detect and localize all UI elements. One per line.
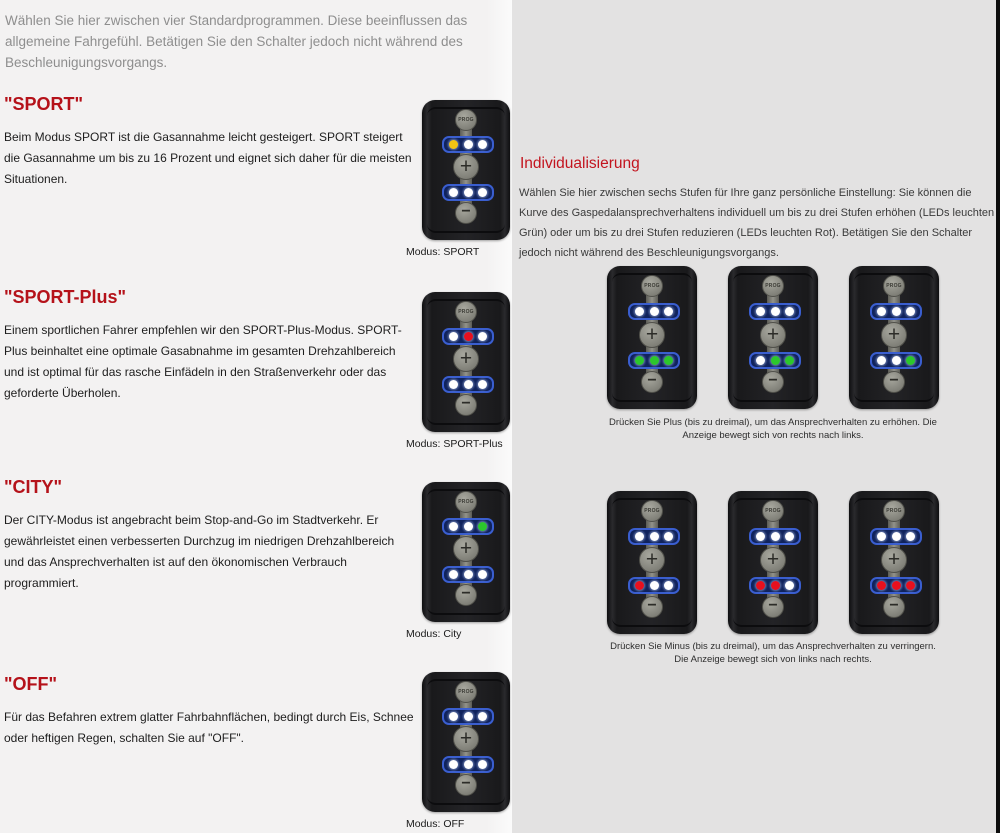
caption-minus-row: Drücken Sie Minus (bis zu dreimal), um das Ansprechverhalten zu verringern. Die Anzeige bewegt sich von links nach rechts. xyxy=(610,641,936,665)
figure-city xyxy=(406,482,512,640)
led-white xyxy=(464,760,473,769)
led-green xyxy=(785,356,794,365)
led-white xyxy=(478,188,487,197)
heading-off: "OFF" xyxy=(4,674,58,694)
heading-sport-plus: "SPORT-Plus" xyxy=(4,287,127,307)
led-red xyxy=(892,581,901,590)
led-red xyxy=(635,581,644,590)
plus-button: + xyxy=(881,547,907,573)
led-bar-top xyxy=(749,528,801,545)
minus-button: − xyxy=(762,371,784,393)
led-white xyxy=(449,188,458,197)
led-bar-top xyxy=(628,528,680,545)
led-bar-top xyxy=(870,528,922,545)
led-white xyxy=(650,581,659,590)
body-city: Der CITY-Modus ist angebracht beim Stop-and-Go im Stadtverkehr. Er gewährleistet einen verbesserten Durchzug im niedrigen Drehzahlbereich und das Ansprechverhalten ist auf den ökonomischen Verbrauch programmiert. xyxy=(4,513,395,590)
led-bar-bottom xyxy=(628,577,680,594)
led-white xyxy=(877,356,886,365)
body-off: Für das Befahren extrem glatter Fahrbahnflächen, bedingt durch Eis, Schnee oder heftigen Regen, schalten Sie auf "OFF". xyxy=(4,710,414,745)
minus-button: − xyxy=(455,584,477,606)
led-white xyxy=(478,380,487,389)
minus-button: − xyxy=(883,596,905,618)
intro-text: Wählen Sie hier zwischen vier Standardprogrammen. Diese beeinflussen das allgemeine Fahrgefühl. Betätigen Sie den Schalter jedoch nicht während des Beschleunigungsvorgangs. xyxy=(5,13,468,70)
led-white xyxy=(892,307,901,316)
pedalbox-remote-sport-plus xyxy=(422,292,510,432)
caption-city: Modus: City xyxy=(406,628,462,640)
led-white xyxy=(650,532,659,541)
led-white xyxy=(771,532,780,541)
body-sport-plus: Einem sportlichen Fahrer empfehlen wir den SPORT-Plus-Modus. SPORT-Plus beinhaltet eine optimale Gasabnahme im gesamten Drehzahlbereich und ist optimal für das rasche Einfädeln in den Straßenverkehr oder das geforderte Überholen. xyxy=(4,323,402,400)
led-white xyxy=(892,356,901,365)
led-bar-top xyxy=(442,518,494,535)
individualisierung-panel xyxy=(512,0,996,833)
led-white xyxy=(906,307,915,316)
led-bar-bottom xyxy=(870,352,922,369)
pedalbox-remote-minus-1 xyxy=(607,491,697,634)
plus-button: + xyxy=(453,154,479,180)
led-green xyxy=(771,356,780,365)
minus-button: − xyxy=(883,371,905,393)
pedalbox-remote-minus-3 xyxy=(849,491,939,634)
plus-device-row xyxy=(607,266,939,409)
minus-device-row xyxy=(607,491,939,634)
led-white xyxy=(906,532,915,541)
led-white xyxy=(892,532,901,541)
led-white xyxy=(771,307,780,316)
led-white xyxy=(756,307,765,316)
plus-button: + xyxy=(453,536,479,562)
led-bar-bottom xyxy=(442,756,494,773)
prog-button: PROG xyxy=(641,500,663,522)
figure-sport xyxy=(406,100,512,258)
minus-button: − xyxy=(641,371,663,393)
led-green xyxy=(906,356,915,365)
pedalbox-remote-sport xyxy=(422,100,510,240)
heading-sport: "SPORT" xyxy=(4,94,84,114)
led-white xyxy=(449,712,458,721)
led-red xyxy=(771,581,780,590)
prog-button: PROG xyxy=(762,500,784,522)
prog-button: PROG xyxy=(455,491,477,513)
pedalbox-remote-plus-3 xyxy=(607,266,697,409)
pedalbox-remote-minus-2 xyxy=(728,491,818,634)
caption-off: Modus: OFF xyxy=(406,818,465,830)
led-white xyxy=(464,570,473,579)
led-white xyxy=(449,522,458,531)
led-bar-bottom xyxy=(749,352,801,369)
led-white xyxy=(756,532,765,541)
plus-button: + xyxy=(760,547,786,573)
prog-button: PROG xyxy=(455,681,477,703)
prog-button: PROG xyxy=(762,275,784,297)
led-white xyxy=(785,581,794,590)
body-individualisierung: Wählen Sie hier zwischen sechs Stufen für Ihre ganz persönliche Einstellung: Sie können die Kurve des Gaspedalansprechverhaltens individuell um bis zu drei Stufen erhöhen (LEDs leuchten Grün) oder um bis zu drei Stufen reduzieren (LEDs leuchten Rot). Betätigen Sie den Schalter jedoch nicht während des Beschleunigungsvorgangs. xyxy=(519,187,995,259)
led-red xyxy=(464,332,473,341)
led-bar-top xyxy=(442,136,494,153)
plus-button: + xyxy=(639,547,665,573)
led-bar-top xyxy=(442,708,494,725)
led-white xyxy=(449,570,458,579)
led-white xyxy=(785,532,794,541)
plus-button: + xyxy=(881,322,907,348)
led-white xyxy=(449,380,458,389)
led-white xyxy=(478,140,487,149)
prog-button: PROG xyxy=(883,500,905,522)
plus-button: + xyxy=(453,346,479,372)
led-white xyxy=(478,332,487,341)
minus-button: − xyxy=(455,202,477,224)
led-white xyxy=(464,140,473,149)
led-bar-bottom xyxy=(870,577,922,594)
page-edge-strip xyxy=(996,0,1000,833)
led-bar-bottom xyxy=(442,566,494,583)
led-green xyxy=(478,522,487,531)
minus-button: − xyxy=(455,774,477,796)
led-white xyxy=(756,356,765,365)
minus-button: − xyxy=(455,394,477,416)
prog-button: PROG xyxy=(455,109,477,131)
led-green xyxy=(650,356,659,365)
led-green xyxy=(664,356,673,365)
led-bar-top xyxy=(628,303,680,320)
led-white xyxy=(449,760,458,769)
led-bar-top xyxy=(749,303,801,320)
led-red xyxy=(877,581,886,590)
led-green xyxy=(635,356,644,365)
caption-sport-plus: Modus: SPORT-Plus xyxy=(406,438,503,450)
plus-button: + xyxy=(639,322,665,348)
prog-button: PROG xyxy=(455,301,477,323)
prog-button: PROG xyxy=(641,275,663,297)
caption-sport: Modus: SPORT xyxy=(406,246,480,258)
plus-button: + xyxy=(453,726,479,752)
led-white xyxy=(877,307,886,316)
led-white xyxy=(664,581,673,590)
led-white xyxy=(464,188,473,197)
plus-button: + xyxy=(760,322,786,348)
figure-sport-plus xyxy=(406,292,512,450)
led-white xyxy=(478,760,487,769)
heading-individualisierung: Individualisierung xyxy=(520,155,640,172)
led-white xyxy=(877,532,886,541)
led-bar-top xyxy=(870,303,922,320)
led-white xyxy=(478,712,487,721)
led-white xyxy=(635,532,644,541)
led-white xyxy=(464,380,473,389)
led-bar-bottom xyxy=(749,577,801,594)
led-white xyxy=(464,522,473,531)
pedalbox-remote-plus-2 xyxy=(728,266,818,409)
led-white xyxy=(478,570,487,579)
led-white xyxy=(635,307,644,316)
minus-button: − xyxy=(641,596,663,618)
led-white xyxy=(650,307,659,316)
led-yellow xyxy=(449,140,458,149)
figure-off xyxy=(406,672,512,830)
led-white xyxy=(464,712,473,721)
pedalbox-remote-city xyxy=(422,482,510,622)
prog-button: PROG xyxy=(883,275,905,297)
heading-city: "CITY" xyxy=(4,477,63,497)
led-white xyxy=(664,532,673,541)
pedalbox-remote-plus-1 xyxy=(849,266,939,409)
pedalbox-remote-off xyxy=(422,672,510,812)
led-bar-top xyxy=(442,328,494,345)
led-white xyxy=(449,332,458,341)
led-white xyxy=(785,307,794,316)
minus-button: − xyxy=(762,596,784,618)
led-red xyxy=(906,581,915,590)
led-bar-bottom xyxy=(628,352,680,369)
body-sport: Beim Modus SPORT ist die Gasannahme leicht gesteigert. SPORT steigert die Gasannahme um bis zu 16 Prozent und eignet sich daher für die meisten Situationen. xyxy=(4,130,412,186)
led-red xyxy=(756,581,765,590)
led-bar-bottom xyxy=(442,376,494,393)
led-bar-bottom xyxy=(442,184,494,201)
caption-plus-row: Drücken Sie Plus (bis zu dreimal), um das Ansprechverhalten zu erhöhen. Die Anzeige bewegt sich von rechts nach links. xyxy=(609,417,937,441)
led-white xyxy=(664,307,673,316)
